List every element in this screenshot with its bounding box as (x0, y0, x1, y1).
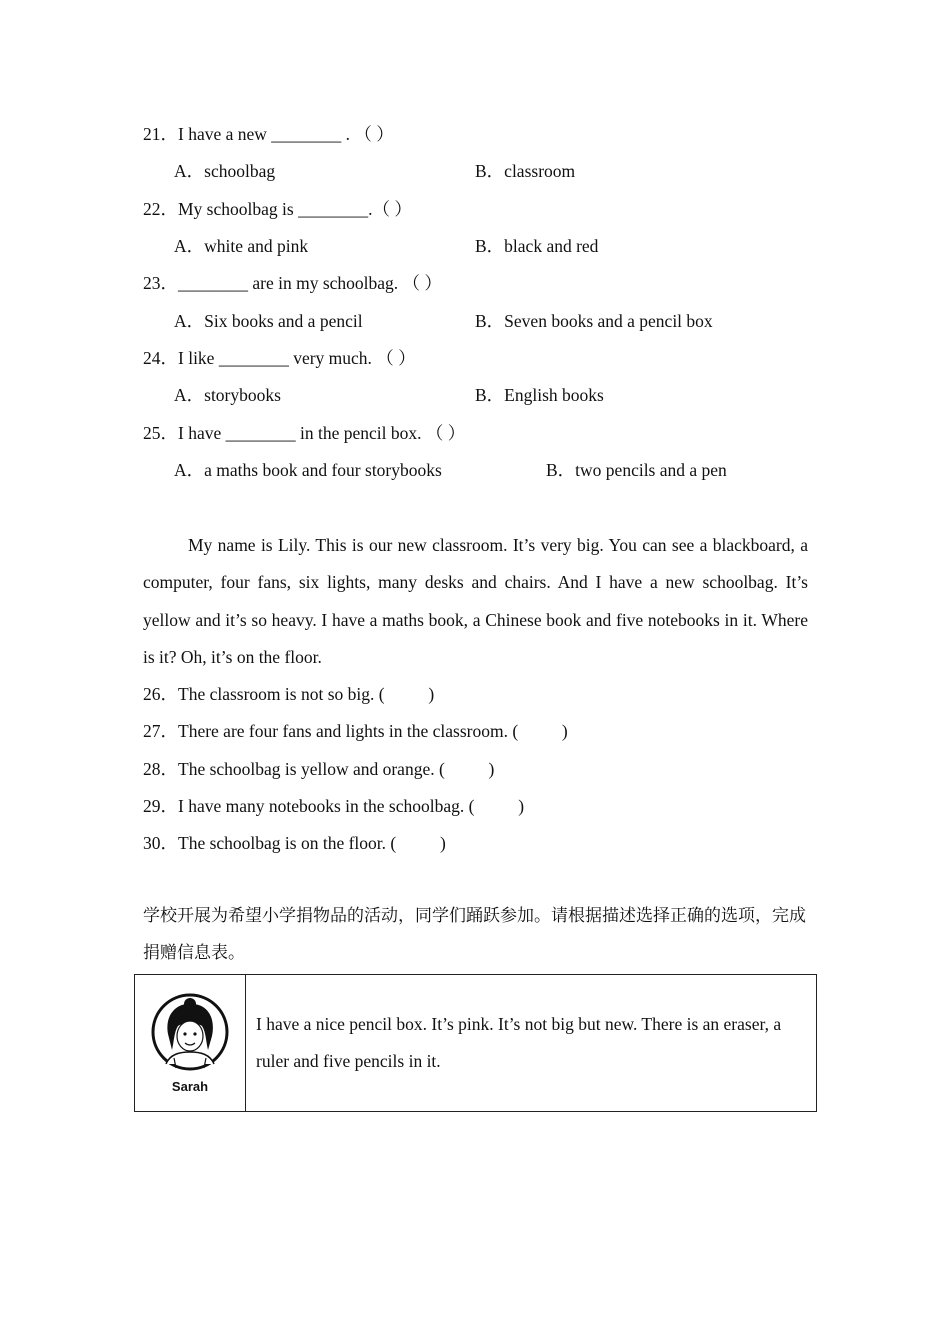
description-cell: I have a nice pencil box. It’s pink. It’s not big but new. There is an eraser, a ruler and five pencils in it. (246, 975, 817, 1112)
option-a: A．Six books and a pencil (174, 311, 363, 331)
question-stem: 23．________ are in my schoolbag. （ ） (143, 273, 442, 293)
option-b: B．classroom (475, 161, 576, 181)
option-a: A．a maths book and four storybooks (174, 460, 442, 480)
question-29: 29．I have many notebooks in the schoolbag. ( ) (143, 796, 525, 816)
question-stem: 22．My schoolbag is ________.（ ） (143, 199, 412, 219)
question-26: 26．The classroom is not so big. ( ) (143, 684, 435, 704)
question-27: 27．There are four fans and lights in the classroom. ( ) (143, 721, 568, 741)
question-stem: 21．I have a new ________ . （ ） (143, 124, 394, 144)
option-a: A．white and pink (174, 236, 309, 256)
option-a: A．storybooks (174, 385, 281, 405)
option-b: B．English books (475, 385, 604, 405)
option-a: A．schoolbag (174, 161, 276, 181)
instruction-text: 学校开展为希望小学捐物品的活动，同学们踊跃参加。请根据描述选择正确的选项，完成捐赠信息表。 (143, 906, 806, 964)
girl-portrait-icon (150, 992, 230, 1076)
option-b: B．Seven books and a pencil box (475, 311, 713, 331)
question-28: 28．The schoolbag is yellow and orange. ( ) (143, 759, 495, 779)
question-stem: 25．I have ________ in the pencil box. （ ） (143, 423, 466, 443)
student-name: Sarah (171, 1079, 209, 1094)
option-b: B．two pencils and a pen (546, 460, 727, 480)
question-30: 30．The schoolbag is on the floor. ( ) (143, 833, 446, 853)
option-b: B．black and red (475, 236, 599, 256)
donation-info-table (134, 974, 817, 1112)
reading-passage: My name is Lily. This is our new classroom. It’s very big. You can see a blackboard, a computer, four fans, six lights, many desks and chairs. And I have a new schoolbag. It’s yellow and it’s so heavy. I have a maths book, a Chinese book and five notebooks in it. Where is it? Oh, it’s on the floor. (143, 535, 808, 668)
avatar-cell (135, 975, 246, 1112)
question-stem: 24．I like ________ very much. （ ） (143, 348, 416, 368)
